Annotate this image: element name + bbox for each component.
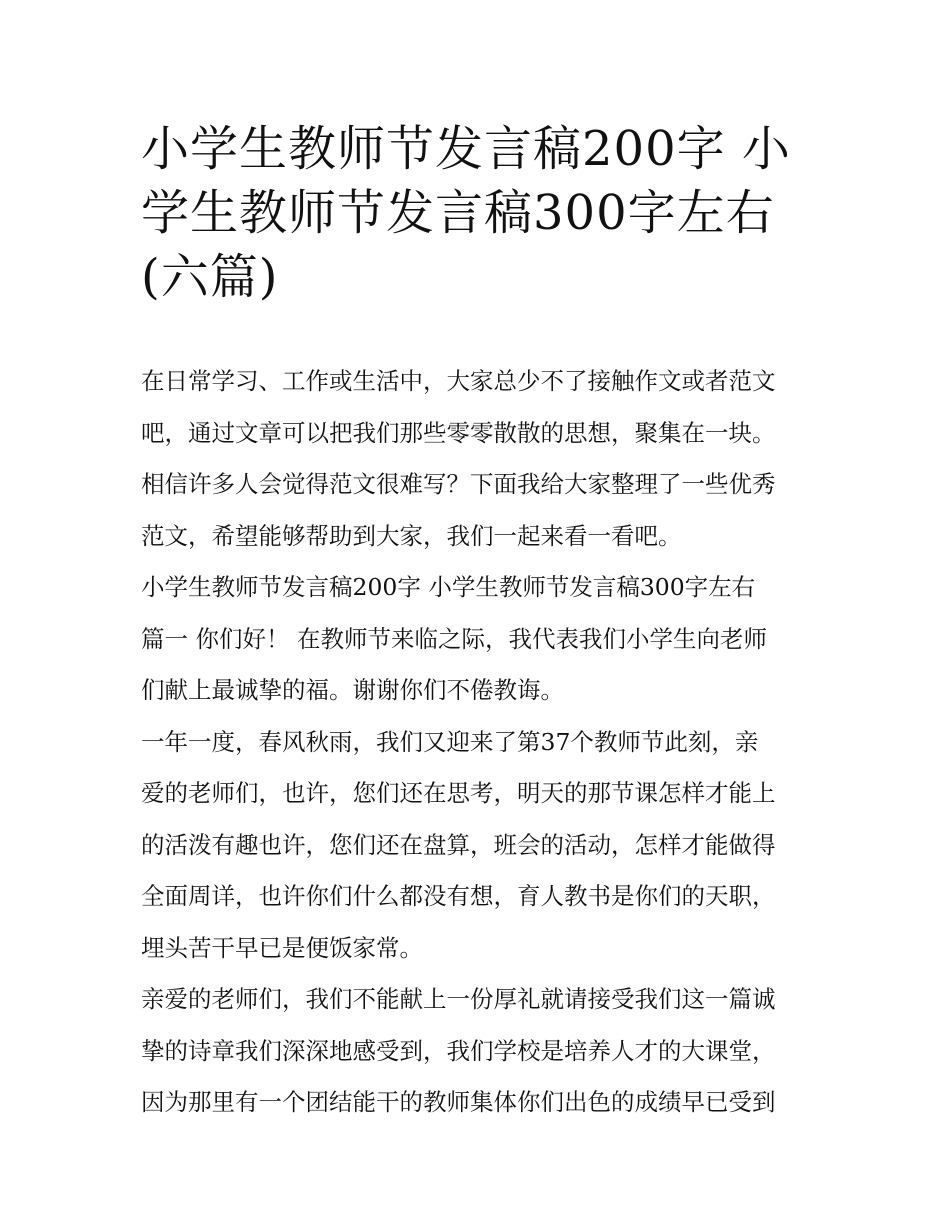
- body-line: 吧，通过文章可以把我们那些零零散散的思想，聚集在一块。: [141, 418, 776, 447]
- body-line: 篇一 你们好！ 在教师节来临之际，我代表我们小学生向老师: [141, 624, 767, 653]
- body-line: 相信许多人会觉得范文很难写？下面我给大家整理了一些优秀: [141, 470, 776, 498]
- body-line: 小学生教师节发言稿200字 小学生教师节发言稿300字左右: [141, 573, 756, 601]
- body-line: 亲爱的老师们，我们不能献上一份厚礼就请接受我们这一篇诚: [141, 985, 776, 1013]
- body-line: 挚的诗章我们深深地感受到，我们学校是培养人才的大课堂，: [141, 1036, 776, 1065]
- title-line: 学生教师节发言稿300字左右: [141, 185, 775, 241]
- body-line: 埋头苦干早已是便饭家常。: [141, 933, 423, 962]
- body-line: 全面周详，也许你们什么都没有想，育人教书是你们的天职，: [141, 882, 776, 910]
- body-line: 爱的老师们，也许，您们还在思考，明天的那节课怎样才能上: [141, 779, 776, 807]
- title-line: (六篇): [141, 249, 279, 305]
- document-body: [141, 356, 831, 1129]
- body-line: 在日常学习、工作或生活中，大家总少不了接触作文或者范文: [141, 367, 776, 395]
- body-line: 的活泼有趣也许，您们还在盘算，班会的活动，怎样才能做得: [141, 830, 776, 859]
- body-line: 一年一度，春风秋雨，我们又迎来了第37个教师节此刻，亲: [141, 727, 759, 756]
- body-line: 因为那里有一个团结能干的教师集体你们出色的成绩早已受到: [141, 1088, 776, 1116]
- document-title: [141, 117, 821, 309]
- title-line: 小学生教师节发言稿200字 小: [141, 121, 791, 177]
- body-line: 范文，希望能够帮助到大家，我们一起来看一看吧。: [141, 521, 682, 550]
- body-line: 们献上最诚挚的福。谢谢你们不倦教诲。: [141, 676, 564, 704]
